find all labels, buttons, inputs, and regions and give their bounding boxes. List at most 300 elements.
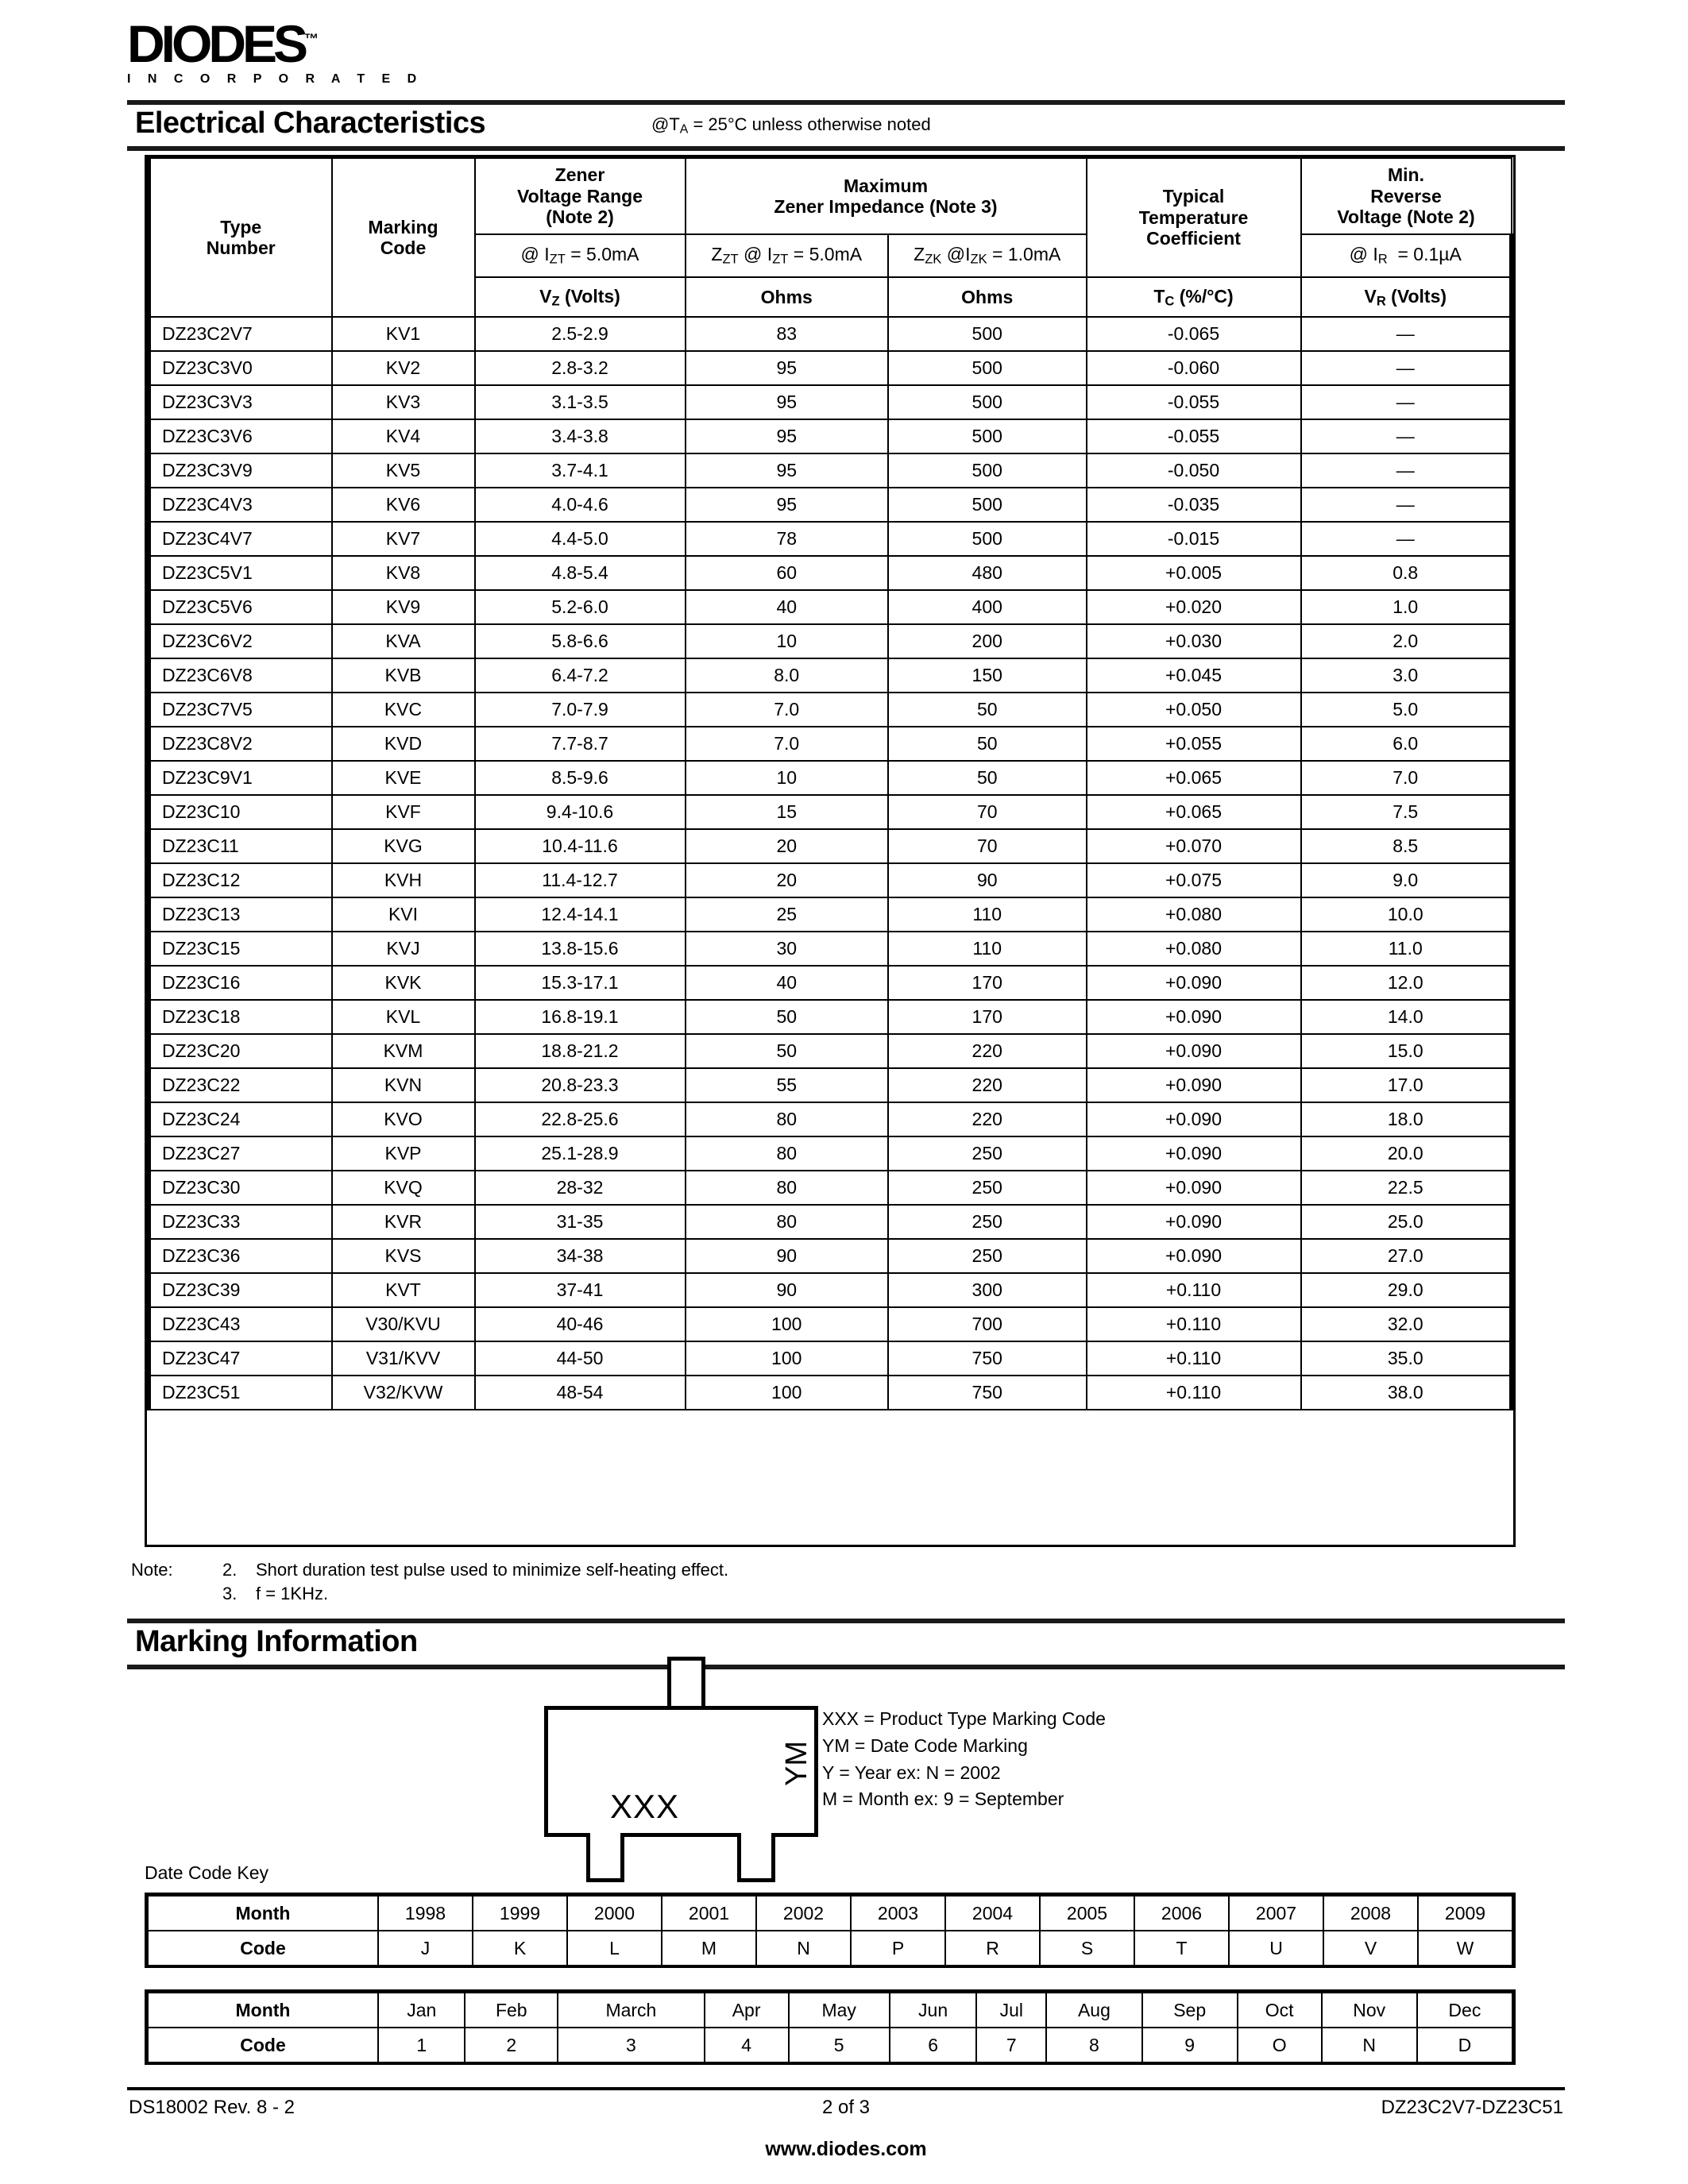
marking-code-cell: V32/KVW xyxy=(332,1376,475,1410)
type-number-cell: DZ23C10 xyxy=(149,795,332,829)
zener-voltage-cell: 48-54 xyxy=(475,1376,686,1410)
zener-voltage-cell: 11.4-12.7 xyxy=(475,863,686,897)
type-number-cell: DZ23C47 xyxy=(149,1341,332,1376)
month-cell: Sep xyxy=(1142,1993,1238,2028)
temp-coefficient-cell: +0.110 xyxy=(1087,1376,1301,1410)
reverse-voltage-cell: 32.0 xyxy=(1301,1307,1512,1341)
logo-name: DIODES xyxy=(127,14,305,73)
zener-voltage-cell: 4.0-4.6 xyxy=(475,488,686,522)
package-lead-bottom-left-icon xyxy=(586,1833,624,1882)
type-number-cell: DZ23C2V7 xyxy=(149,317,332,351)
month-cell: Dec xyxy=(1417,1993,1512,2028)
temp-coefficient-cell: +0.045 xyxy=(1087,658,1301,693)
zzt-cell: 80 xyxy=(686,1136,888,1171)
table-row xyxy=(149,1376,1512,1410)
zener-voltage-cell: 9.4-10.6 xyxy=(475,795,686,829)
year-cell: 2000 xyxy=(567,1896,662,1931)
year-code-table xyxy=(147,1895,1513,1966)
temp-coefficient-cell: +0.020 xyxy=(1087,590,1301,624)
zzk-cell: 250 xyxy=(888,1171,1087,1205)
year-cell: 2004 xyxy=(945,1896,1040,1931)
type-number-cell: DZ23C5V6 xyxy=(149,590,332,624)
year-code-cell: W xyxy=(1418,1931,1512,1966)
type-number-cell: DZ23C22 xyxy=(149,1068,332,1102)
zzt-cell: 80 xyxy=(686,1171,888,1205)
reverse-voltage-cell: — xyxy=(1301,351,1512,385)
reverse-voltage-cell: 29.0 xyxy=(1301,1273,1512,1307)
zener-voltage-cell: 5.8-6.6 xyxy=(475,624,686,658)
zzt-cell: 90 xyxy=(686,1239,888,1273)
row-label: Month xyxy=(148,1993,378,2028)
zener-voltage-cell: 7.7-8.7 xyxy=(475,727,686,761)
note-row xyxy=(131,1558,728,1582)
reverse-voltage-cell: 7.5 xyxy=(1301,795,1512,829)
type-number-cell: DZ23C20 xyxy=(149,1034,332,1068)
marking-code-cell: KVC xyxy=(332,693,475,727)
type-number-cell: DZ23C43 xyxy=(149,1307,332,1341)
zzt-cell: 95 xyxy=(686,385,888,419)
note-text: f = 1KHz. xyxy=(256,1583,329,1603)
zener-voltage-cell: 37-41 xyxy=(475,1273,686,1307)
type-number-cell: DZ23C18 xyxy=(149,1000,332,1034)
zzk-cell: 170 xyxy=(888,1000,1087,1034)
marking-code-cell: KVR xyxy=(332,1205,475,1239)
zener-voltage-cell: 4.4-5.0 xyxy=(475,522,686,556)
month-code-cell: 5 xyxy=(789,2028,890,2062)
temp-coefficient-cell: +0.065 xyxy=(1087,795,1301,829)
temp-coefficient-cell: +0.110 xyxy=(1087,1307,1301,1341)
zener-voltage-cell: 34-38 xyxy=(475,1239,686,1273)
logo-subtitle: I N C O R P O R A T E D xyxy=(127,72,423,86)
zzt-cell: 20 xyxy=(686,829,888,863)
marking-code-cell: KVE xyxy=(332,761,475,795)
reverse-voltage-cell: 9.0 xyxy=(1301,863,1512,897)
zzt-cell: 80 xyxy=(686,1102,888,1136)
temp-coefficient-cell: +0.110 xyxy=(1087,1273,1301,1307)
zener-voltage-cell: 3.4-3.8 xyxy=(475,419,686,453)
type-number-cell: DZ23C4V3 xyxy=(149,488,332,522)
table-row xyxy=(149,1205,1512,1239)
table-row xyxy=(149,385,1512,419)
marking-code-cell: KVJ xyxy=(332,932,475,966)
reverse-voltage-cell: 17.0 xyxy=(1301,1068,1512,1102)
type-number-cell: DZ23C15 xyxy=(149,932,332,966)
year-cell: 2008 xyxy=(1323,1896,1418,1931)
zener-voltage-cell: 10.4-11.6 xyxy=(475,829,686,863)
zzt-cell: 100 xyxy=(686,1376,888,1410)
package-lead-bottom-right-icon xyxy=(737,1833,775,1882)
zzt-cell: 95 xyxy=(686,488,888,522)
reverse-voltage-cell: — xyxy=(1301,488,1512,522)
table-row xyxy=(149,488,1512,522)
zzk-cell: 500 xyxy=(888,317,1087,351)
zzt-cell: 78 xyxy=(686,522,888,556)
marking-code-cell: KV2 xyxy=(332,351,475,385)
temp-coefficient-cell: +0.090 xyxy=(1087,1034,1301,1068)
type-number-cell: DZ23C27 xyxy=(149,1136,332,1171)
marking-code-cell: KV8 xyxy=(332,556,475,590)
zzt-cell: 20 xyxy=(686,863,888,897)
zener-voltage-cell: 44-50 xyxy=(475,1341,686,1376)
temp-coefficient-cell: +0.090 xyxy=(1087,1239,1301,1273)
zzk-cell: 300 xyxy=(888,1273,1087,1307)
type-number-cell: DZ23C9V1 xyxy=(149,761,332,795)
table-row xyxy=(149,1239,1512,1273)
notes-label: Note: xyxy=(131,1560,173,1580)
month-code-cell: 2 xyxy=(465,2028,558,2062)
zzt-cell: 80 xyxy=(686,1205,888,1239)
type-number-cell: DZ23C6V8 xyxy=(149,658,332,693)
zzk-cell: 500 xyxy=(888,351,1087,385)
legend-line: M = Month ex: 9 = September xyxy=(822,1788,1064,1810)
company-website-link[interactable]: www.diodes.com xyxy=(765,2138,927,2160)
zzt-cell: 60 xyxy=(686,556,888,590)
month-cell: Nov xyxy=(1322,1993,1417,2028)
zzt-cell: 15 xyxy=(686,795,888,829)
month-code-cell: 7 xyxy=(976,2028,1046,2062)
row-label: Month xyxy=(148,1896,378,1931)
document-id: DS18002 Rev. 8 - 2 xyxy=(129,2097,295,2118)
year-code-cell: V xyxy=(1323,1931,1418,1966)
marking-code-cell: KVK xyxy=(332,966,475,1000)
heading-rule-bottom xyxy=(127,146,1565,151)
year-code-cell: P xyxy=(851,1931,945,1966)
table-row xyxy=(149,624,1512,658)
marking-information-title: Marking Information xyxy=(135,1625,418,1658)
reverse-voltage-cell: 25.0 xyxy=(1301,1205,1512,1239)
table-row xyxy=(149,761,1512,795)
marking-code-cell: KV4 xyxy=(332,419,475,453)
temp-coefficient-cell: +0.005 xyxy=(1087,556,1301,590)
zzt-cell: 10 xyxy=(686,761,888,795)
reverse-voltage-cell: 1.0 xyxy=(1301,590,1512,624)
zzk-cell: 70 xyxy=(888,829,1087,863)
marking-code-cell: KVQ xyxy=(332,1171,475,1205)
month-code-cell: O xyxy=(1238,2028,1322,2062)
year-cell: 1998 xyxy=(378,1896,473,1931)
zener-voltage-cell: 12.4-14.1 xyxy=(475,897,686,932)
row-label: Code xyxy=(148,1931,378,1966)
zzt-cell: 95 xyxy=(686,351,888,385)
legend-line: Y = Year ex: N = 2002 xyxy=(822,1761,1001,1783)
marking-code-cell: KVO xyxy=(332,1102,475,1136)
year-cell: 2009 xyxy=(1418,1896,1512,1931)
zzk-cell: 500 xyxy=(888,522,1087,556)
month-code-cell: 4 xyxy=(705,2028,789,2062)
temp-coefficient-cell: +0.080 xyxy=(1087,932,1301,966)
zzk-cell: 110 xyxy=(888,932,1087,966)
col-header-type-number: Type Number xyxy=(149,158,332,317)
table-row xyxy=(149,932,1512,966)
type-number-cell: DZ23C8V2 xyxy=(149,727,332,761)
type-number-cell: DZ23C24 xyxy=(149,1102,332,1136)
zener-voltage-cell: 13.8-15.6 xyxy=(475,932,686,966)
cond-header-zzk: $Z_{ZK}$ $@I_{ZK} = 1.0mA$ xyxy=(888,234,1087,277)
marking-code-cell: KVD xyxy=(332,727,475,761)
reverse-voltage-cell: — xyxy=(1301,317,1512,351)
logo-wordmark xyxy=(127,14,423,73)
temp-coefficient-cell: -0.055 xyxy=(1087,419,1301,453)
temp-coefficient-cell: -0.050 xyxy=(1087,453,1301,488)
type-number-cell: DZ23C11 xyxy=(149,829,332,863)
package-marking-legend xyxy=(822,1706,1106,1813)
year-code-cell: U xyxy=(1229,1931,1323,1966)
marking-code-cell: KVI xyxy=(332,897,475,932)
year-code-cell: T xyxy=(1134,1931,1229,1966)
zzt-cell: 10 xyxy=(686,624,888,658)
type-number-cell: DZ23C4V7 xyxy=(149,522,332,556)
marking-code-cell: KVH xyxy=(332,863,475,897)
type-number-cell: DZ23C3V6 xyxy=(149,419,332,453)
year-code-cell: N xyxy=(756,1931,851,1966)
table-row xyxy=(149,419,1512,453)
unit-header-zzt: Ohms xyxy=(686,277,888,317)
temp-coefficient-cell: +0.090 xyxy=(1087,1000,1301,1034)
notes-label-spacer xyxy=(131,1582,222,1606)
marking-code-cell: KV6 xyxy=(332,488,475,522)
part-number-range: DZ23C2V7-DZ23C51 xyxy=(1381,2097,1563,2118)
marking-code-cell: KVL xyxy=(332,1000,475,1034)
zzt-cell: 55 xyxy=(686,1068,888,1102)
table-row xyxy=(148,1931,1512,1966)
zener-voltage-cell: 20.8-23.3 xyxy=(475,1068,686,1102)
temp-coefficient-cell: +0.080 xyxy=(1087,897,1301,932)
table-row xyxy=(149,1273,1512,1307)
temp-coefficient-cell: -0.065 xyxy=(1087,317,1301,351)
zzt-cell: 100 xyxy=(686,1307,888,1341)
table-row xyxy=(148,2028,1512,2062)
page-title: Electrical Characteristics xyxy=(135,106,486,140)
reverse-voltage-cell: 3.0 xyxy=(1301,658,1512,693)
year-cell: 2006 xyxy=(1134,1896,1229,1931)
table-row xyxy=(149,1034,1512,1068)
reverse-voltage-cell: 6.0 xyxy=(1301,727,1512,761)
table-row xyxy=(149,317,1512,351)
zener-voltage-cell: 15.3-17.1 xyxy=(475,966,686,1000)
cond-header-vz: @ $I_{ZT} = 5.0mA$ xyxy=(475,234,686,277)
zzt-cell: 95 xyxy=(686,453,888,488)
unit-header-zzk: Ohms xyxy=(888,277,1087,317)
zzt-cell: 25 xyxy=(686,897,888,932)
month-cell: Oct xyxy=(1238,1993,1322,2028)
table-row xyxy=(149,1102,1512,1136)
zzk-cell: 750 xyxy=(888,1341,1087,1376)
zzk-cell: 200 xyxy=(888,624,1087,658)
zzk-cell: 50 xyxy=(888,727,1087,761)
year-cell: 1999 xyxy=(473,1896,567,1931)
zzk-cell: 150 xyxy=(888,658,1087,693)
month-cell: Jan xyxy=(378,1993,465,2028)
table-row xyxy=(149,795,1512,829)
zzk-cell: 400 xyxy=(888,590,1087,624)
reverse-voltage-cell: 7.0 xyxy=(1301,761,1512,795)
month-code-table xyxy=(147,1992,1513,2063)
reverse-voltage-cell: 27.0 xyxy=(1301,1239,1512,1273)
month-code-cell: 1 xyxy=(378,2028,465,2062)
temp-coefficient-cell: +0.070 xyxy=(1087,829,1301,863)
reverse-voltage-cell: — xyxy=(1301,453,1512,488)
type-number-cell: DZ23C16 xyxy=(149,966,332,1000)
logo-trademark-icon: ™ xyxy=(304,31,319,47)
legend-line: XXX = Product Type Marking Code xyxy=(822,1708,1106,1729)
zzk-cell: 70 xyxy=(888,795,1087,829)
reverse-voltage-cell: 15.0 xyxy=(1301,1034,1512,1068)
month-cell: Aug xyxy=(1046,1993,1141,2028)
marking-code-cell: KVP xyxy=(332,1136,475,1171)
zzk-cell: 500 xyxy=(888,385,1087,419)
zzk-cell: 250 xyxy=(888,1205,1087,1239)
table-row xyxy=(149,453,1512,488)
temp-coefficient-cell: +0.090 xyxy=(1087,1102,1301,1136)
marking-code-cell: KV1 xyxy=(332,317,475,351)
marking-code-cell: KVM xyxy=(332,1034,475,1068)
zzt-cell: 7.0 xyxy=(686,727,888,761)
date-code-key-label: Date Code Key xyxy=(145,1862,268,1883)
marking-code-cell: KV5 xyxy=(332,453,475,488)
month-cell: Jul xyxy=(976,1993,1046,2028)
type-number-cell: DZ23C30 xyxy=(149,1171,332,1205)
col-header-typical-temp-coefficient: Typical Temperature Coefficient xyxy=(1087,158,1301,277)
unit-header-vr: $V_R$ (Volts) xyxy=(1301,277,1512,317)
zzt-cell: 40 xyxy=(686,966,888,1000)
zzk-cell: 110 xyxy=(888,897,1087,932)
col-header-marking-code: Marking Code xyxy=(332,158,475,317)
year-code-cell: R xyxy=(945,1931,1040,1966)
zzk-cell: 250 xyxy=(888,1239,1087,1273)
year-code-cell: L xyxy=(567,1931,662,1966)
zzt-cell: 83 xyxy=(686,317,888,351)
reverse-voltage-cell: 35.0 xyxy=(1301,1341,1512,1376)
year-cell: 2003 xyxy=(851,1896,945,1931)
table-row xyxy=(149,829,1512,863)
reverse-voltage-cell: 20.0 xyxy=(1301,1136,1512,1171)
electrical-characteristics-header xyxy=(127,100,1565,151)
reverse-voltage-cell: 10.0 xyxy=(1301,897,1512,932)
temp-coefficient-cell: -0.015 xyxy=(1087,522,1301,556)
temp-coefficient-cell: -0.060 xyxy=(1087,351,1301,385)
row-label: Code xyxy=(148,2028,378,2062)
notes-block xyxy=(131,1558,728,1605)
temp-coefficient-cell: -0.035 xyxy=(1087,488,1301,522)
table-row xyxy=(148,1896,1512,1931)
marking-code-cell: KVG xyxy=(332,829,475,863)
marking-information-header xyxy=(127,1619,1565,1669)
type-number-cell: DZ23C6V2 xyxy=(149,624,332,658)
table-header xyxy=(149,158,1512,317)
temp-coefficient-cell: +0.055 xyxy=(1087,727,1301,761)
zzt-cell: 50 xyxy=(686,1034,888,1068)
temp-coefficient-cell: -0.055 xyxy=(1087,385,1301,419)
table-body xyxy=(149,317,1512,1410)
col-header-min-reverse-voltage: Min. Reverse Voltage (Note 2) xyxy=(1301,158,1512,234)
legend-line: YM = Date Code Marking xyxy=(822,1734,1028,1756)
type-number-cell: DZ23C3V3 xyxy=(149,385,332,419)
package-outline-diagram xyxy=(516,1674,818,1881)
zzt-cell: 90 xyxy=(686,1273,888,1307)
zener-voltage-cell: 22.8-25.6 xyxy=(475,1102,686,1136)
note-row xyxy=(131,1582,728,1606)
table-row xyxy=(149,658,1512,693)
marking-code-cell: V31/KVV xyxy=(332,1341,475,1376)
marking-code-cell: KVS xyxy=(332,1239,475,1273)
month-cell: Apr xyxy=(705,1993,789,2028)
zener-voltage-cell: 28-32 xyxy=(475,1171,686,1205)
type-number-cell: DZ23C39 xyxy=(149,1273,332,1307)
zzt-cell: 40 xyxy=(686,590,888,624)
table-row xyxy=(149,1068,1512,1102)
table-row xyxy=(149,1000,1512,1034)
reverse-voltage-cell: 0.8 xyxy=(1301,556,1512,590)
month-code-cell: 6 xyxy=(890,2028,976,2062)
zzk-cell: 500 xyxy=(888,488,1087,522)
year-cell: 2001 xyxy=(662,1896,756,1931)
unit-header-vz: $V_Z$ (Volts) xyxy=(475,277,686,317)
month-code-cell: D xyxy=(1417,2028,1512,2062)
temp-coefficient-cell: +0.075 xyxy=(1087,863,1301,897)
year-cell: 2007 xyxy=(1229,1896,1323,1931)
type-number-cell: DZ23C3V0 xyxy=(149,351,332,385)
marking-code-cell: KVT xyxy=(332,1273,475,1307)
table-row xyxy=(149,351,1512,385)
month-code-cell: 8 xyxy=(1046,2028,1141,2062)
note-number: 2. xyxy=(222,1560,238,1580)
zener-voltage-cell: 4.8-5.4 xyxy=(475,556,686,590)
table-row xyxy=(149,1136,1512,1171)
year-code-cell: K xyxy=(473,1931,567,1966)
zener-voltage-cell: 8.5-9.6 xyxy=(475,761,686,795)
temp-coefficient-cell: +0.090 xyxy=(1087,966,1301,1000)
package-lead-top-icon xyxy=(667,1657,705,1709)
zener-voltage-cell: 5.2-6.0 xyxy=(475,590,686,624)
table-row xyxy=(149,966,1512,1000)
type-number-cell: DZ23C13 xyxy=(149,897,332,932)
cond-header-vr: @ $I_R = 0.1\mu A$ xyxy=(1301,234,1512,277)
reverse-voltage-cell: 18.0 xyxy=(1301,1102,1512,1136)
zener-voltage-cell: 16.8-19.1 xyxy=(475,1000,686,1034)
month-cell: Feb xyxy=(465,1993,558,2028)
month-cell: May xyxy=(789,1993,890,2028)
zzk-cell: 90 xyxy=(888,863,1087,897)
table-row xyxy=(149,1307,1512,1341)
reverse-voltage-cell: 5.0 xyxy=(1301,693,1512,727)
table-row xyxy=(148,1993,1512,2028)
zzk-cell: 170 xyxy=(888,966,1087,1000)
zzk-cell: 220 xyxy=(888,1102,1087,1136)
type-number-cell: DZ23C12 xyxy=(149,863,332,897)
temp-coefficient-cell: +0.090 xyxy=(1087,1171,1301,1205)
zzt-cell: 95 xyxy=(686,419,888,453)
type-number-cell: DZ23C36 xyxy=(149,1239,332,1273)
temp-coefficient-cell: +0.050 xyxy=(1087,693,1301,727)
month-code-cell: 9 xyxy=(1142,2028,1238,2062)
reverse-voltage-cell: 8.5 xyxy=(1301,829,1512,863)
temp-coefficient-cell: +0.090 xyxy=(1087,1068,1301,1102)
reverse-voltage-cell: 22.5 xyxy=(1301,1171,1512,1205)
month-code-cell: N xyxy=(1322,2028,1417,2062)
zzk-cell: 250 xyxy=(888,1136,1087,1171)
zzk-cell: 480 xyxy=(888,556,1087,590)
reverse-voltage-cell: 12.0 xyxy=(1301,966,1512,1000)
zzt-cell: 100 xyxy=(686,1341,888,1376)
cond-header-zzt: $Z_{ZT}$ @ $I_{ZT} = 5.0mA$ xyxy=(686,234,888,277)
note-number: 3. xyxy=(222,1583,238,1603)
table-row xyxy=(149,1341,1512,1376)
reverse-voltage-cell: — xyxy=(1301,419,1512,453)
month-cell: Jun xyxy=(890,1993,976,2028)
zzt-cell: 7.0 xyxy=(686,693,888,727)
year-cell: 2005 xyxy=(1040,1896,1134,1931)
zzk-cell: 50 xyxy=(888,693,1087,727)
